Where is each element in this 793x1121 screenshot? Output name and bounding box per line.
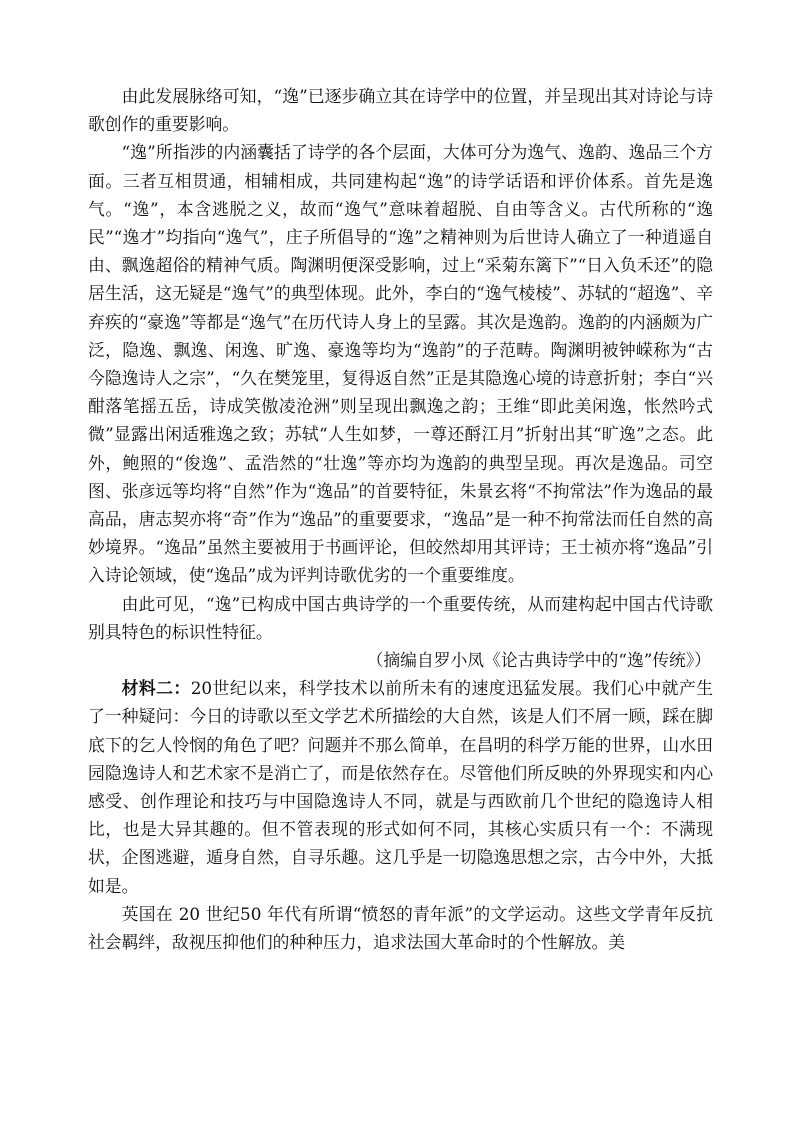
material2-paragraph-1 (88, 674, 713, 900)
document-page (88, 82, 713, 956)
paragraph-3: 由此可见，“逸”已构成中国古典诗学的一个重要传统，从而建构起中国古代诗歌别具特色的标识性特征。 (88, 593, 713, 642)
paragraph-2: “逸”所指涉的内涵囊括了诗学的各个层面，大体可分为逸气、逸韵、逸品三个方面。三者互相贯通，相辅相成，共同建构起“逸”的诗学话语和评价体系。首先是逸气。“逸”，本含逃脱之义，故而“逸气”意味着超脱、自由等含义。古代所称的“逸民”“逸才”均指向“逸气”，庄子所倡导的“逸”之精神则为后世诗人确立了一种逍遥自由、飘逸超俗的精神气质。陶渊明便深受影响，过上“采菊东篱下”“日入负禾还”的隐居生活，这无疑是“逸气”的典型体现。此外，李白的“逸气棱棱”、苏轼的“超逸”、辛弃疾的“豪逸”等都是“逸气”在历代诗人身上的呈露。其次是逸韵。逸韵的内涵颇为广泛，隐逸、飘逸、闲逸、旷逸、豪逸等均为“逸韵”的子范畴。陶渊明被钟嵘称为“古今隐逸诗人之宗”，“久在樊笼里，复得返自然”正是其隐逸心境的诗意折射；李白“兴酣落笔摇五岳，诗成笑傲凌沧洲”则呈现出飘逸之韵；王维“即此美闲逸，怅然吟式微”显露出闲适雅逸之致；苏轼“人生如梦，一尊还酹江月”折射出其“旷逸”之态。此外，鲍照的“俊逸”、孟浩然的“壮逸”等亦均为逸韵的典型呈现。再次是逸品。司空图、张彦远等均将“自然”作为“逸品”的首要特征，朱景玄将“不拘常法”作为逸品的最高品，唐志契亦将“奇”作为“逸品”的重要要求，“逸品”是一种不拘常法而任自然的高妙境界。“逸品”虽然主要被用于书画评论，但皎然却用其评诗；王士祯亦将“逸品”引入诗论领域，使“逸品”成为评判诗歌优劣的一个重要维度。 (88, 142, 713, 586)
material2-label: 材料二： (121, 678, 191, 699)
material2-text-1: 20世纪以来，科学技术以前所未有的速度迅猛发展。我们心中就产生了一种疑问：今日的诗歌以至文学艺术所描绘的大自然，该是人们不屑一顾，踩在脚底下的乞人怜悯的角色了吧？问题并不那么简单，在昌明的科学万能的世界，山水田园隐逸诗人和艺术家不是消亡了，而是依然存在。尽管他们所反映的外界现实和内心感受、创作理论和技巧与中国隐逸诗人不同，就是与西欧前几个世纪的隐逸诗人相比，也是大异其趣的。但不管表现的形式如何不同，其核心实质只有一个：不满现状，企图逃避，遁身自然，自寻乐趣。这几乎是一切隐逸思想之宗，古今中外，大抵如是。 (88, 678, 713, 896)
paragraph-1: 由此发展脉络可知，“逸”已逐步确立其在诗学中的位置，并呈现出其对诗论与诗歌创作的重要影响。 (88, 86, 713, 135)
material2-paragraph-2: 英国在 20 世纪50 年代有所谓“愤怒的青年派”的文学运动。这些文学青年反抗社会羁绊，敌视压抑他们的种种压力，追求法国大革命时的个性解放。美 (88, 903, 713, 953)
source-citation: （摘编自罗小凤《论古典诗学中的“逸”传统》） (366, 650, 711, 671)
